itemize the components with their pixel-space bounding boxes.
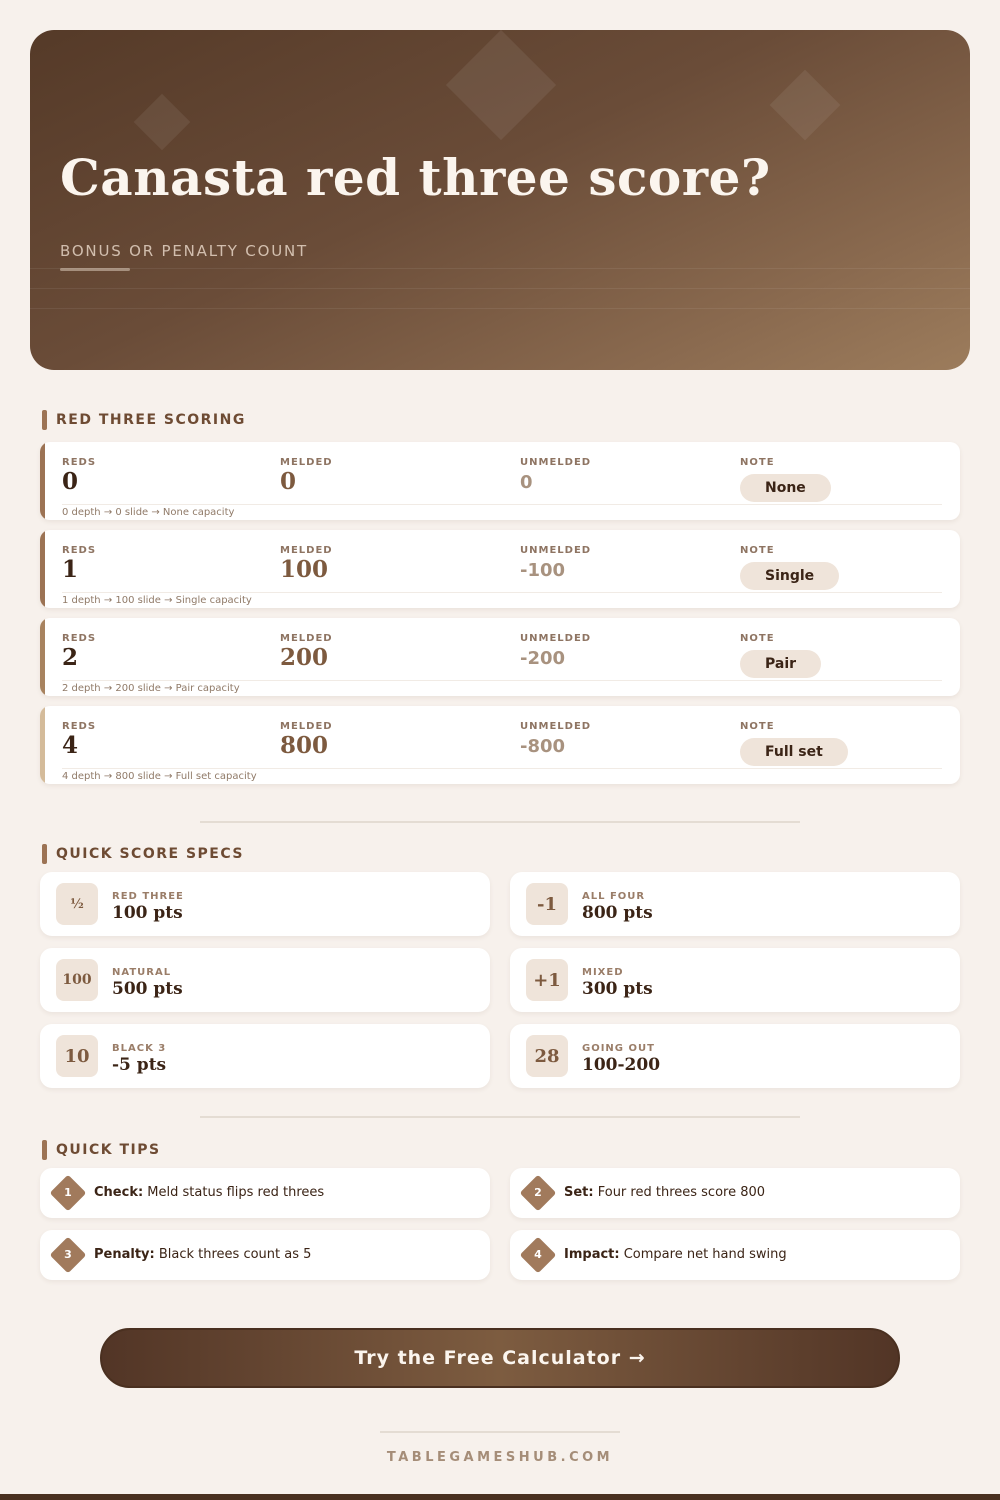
spec-label: ALL FOUR bbox=[582, 891, 646, 902]
note-label: NOTE bbox=[740, 545, 775, 556]
hero-line bbox=[30, 308, 970, 309]
note-pill: None bbox=[740, 474, 831, 502]
melded-value: 100 bbox=[280, 556, 329, 583]
spec-label: NATURAL bbox=[112, 967, 172, 978]
tip-number: 1 bbox=[64, 1186, 72, 1199]
section-header-specs bbox=[42, 844, 244, 864]
spec-value: 100 pts bbox=[112, 903, 183, 923]
note-label: NOTE bbox=[740, 633, 775, 644]
tip-text bbox=[94, 1185, 324, 1200]
footer-divider bbox=[380, 1431, 620, 1433]
footer-site: TABLEGAMESHUB.COM bbox=[386, 1450, 614, 1465]
tip-body: Four red threes score 800 bbox=[593, 1185, 766, 1200]
section-accent-bar bbox=[42, 1140, 47, 1160]
section-accent-bar bbox=[42, 844, 47, 864]
row-footnote: 4 depth → 800 slide → Full set capacity bbox=[62, 771, 257, 782]
unmelded-value: -100 bbox=[520, 560, 566, 581]
note-pill: Pair bbox=[740, 650, 821, 678]
spec-card bbox=[510, 1024, 960, 1088]
spec-value: 300 pts bbox=[582, 979, 653, 999]
tip-card bbox=[40, 1168, 490, 1218]
row-accent bbox=[40, 706, 45, 784]
hero-line bbox=[30, 288, 970, 289]
row-divider bbox=[62, 504, 942, 505]
row-footnote: 1 depth → 100 slide → Single capacity bbox=[62, 595, 252, 606]
spec-value: 500 pts bbox=[112, 979, 183, 999]
row-accent bbox=[40, 442, 45, 520]
section-title: QUICK TIPS bbox=[56, 1142, 161, 1158]
unmelded-label: UNMELDED bbox=[520, 721, 592, 732]
spec-badge: 10 bbox=[56, 1035, 98, 1077]
tip-text bbox=[94, 1247, 311, 1262]
spec-card bbox=[510, 872, 960, 936]
tip-body: Meld status flips red threes bbox=[143, 1185, 325, 1200]
spec-badge: 100 bbox=[56, 959, 98, 1001]
note-label: NOTE bbox=[740, 721, 775, 732]
spec-label: RED THREE bbox=[112, 891, 184, 902]
note-pill: Single bbox=[740, 562, 839, 590]
spec-label: GOING OUT bbox=[582, 1043, 655, 1054]
melded-value: 200 bbox=[280, 644, 329, 671]
spec-badge: 28 bbox=[526, 1035, 568, 1077]
unmelded-label: UNMELDED bbox=[520, 633, 592, 644]
spec-badge: -1 bbox=[526, 883, 568, 925]
reds-label: REDS bbox=[62, 721, 97, 732]
tip-number: 4 bbox=[534, 1248, 542, 1261]
tip-text bbox=[564, 1247, 787, 1262]
diamond-decoration bbox=[446, 30, 556, 140]
melded-value: 0 bbox=[280, 468, 297, 495]
section-title: RED THREE SCORING bbox=[56, 412, 246, 428]
unmelded-label: UNMELDED bbox=[520, 545, 592, 556]
unmelded-value: -200 bbox=[520, 648, 566, 669]
spec-value: 800 pts bbox=[582, 903, 653, 923]
spec-label: MIXED bbox=[582, 967, 624, 978]
section-title: QUICK SCORE SPECS bbox=[56, 846, 244, 862]
row-divider bbox=[62, 592, 942, 593]
bottom-bar bbox=[0, 1494, 1000, 1500]
spec-card bbox=[510, 948, 960, 1012]
row-footnote: 2 depth → 200 slide → Pair capacity bbox=[62, 683, 240, 694]
section-divider bbox=[200, 821, 800, 823]
spec-card bbox=[40, 948, 490, 1012]
tip-number: 3 bbox=[64, 1248, 72, 1261]
scoring-row bbox=[40, 442, 960, 520]
diamond-decoration bbox=[134, 94, 191, 151]
scoring-row bbox=[40, 530, 960, 608]
spec-card bbox=[40, 1024, 490, 1088]
section-divider bbox=[200, 1116, 800, 1118]
tip-body: Black threes count as 5 bbox=[154, 1247, 312, 1262]
melded-label: MELDED bbox=[280, 633, 333, 644]
free-calculator-button[interactable] bbox=[100, 1328, 900, 1388]
unmelded-value: -800 bbox=[520, 736, 566, 757]
note-label: NOTE bbox=[740, 457, 775, 468]
tip-card bbox=[510, 1230, 960, 1280]
row-footnote: 0 depth → 0 slide → None capacity bbox=[62, 507, 235, 518]
tip-body: Compare net hand swing bbox=[619, 1247, 787, 1262]
section-header-scoring bbox=[42, 410, 246, 430]
spec-value: -5 pts bbox=[112, 1055, 167, 1075]
tip-card bbox=[510, 1168, 960, 1218]
unmelded-label: UNMELDED bbox=[520, 457, 592, 468]
hero-banner bbox=[30, 30, 970, 370]
reds-value: 1 bbox=[62, 556, 79, 583]
spec-label: BLACK 3 bbox=[112, 1043, 167, 1054]
spec-badge: +1 bbox=[526, 959, 568, 1001]
scoring-row bbox=[40, 618, 960, 696]
reds-label: REDS bbox=[62, 457, 97, 468]
row-divider bbox=[62, 768, 942, 769]
spec-badge: ½ bbox=[56, 883, 98, 925]
scoring-row bbox=[40, 706, 960, 784]
page-subtitle: BONUS OR PENALTY COUNT bbox=[60, 242, 308, 260]
tip-card bbox=[40, 1230, 490, 1280]
tip-keyword: Impact: bbox=[564, 1247, 620, 1262]
note-pill: Full set bbox=[740, 738, 848, 766]
tip-number: 2 bbox=[534, 1186, 542, 1199]
tip-keyword: Set: bbox=[564, 1185, 594, 1200]
melded-label: MELDED bbox=[280, 457, 333, 468]
reds-label: REDS bbox=[62, 545, 97, 556]
subtitle-underline bbox=[60, 268, 130, 271]
cta-label: Try the Free Calculator → bbox=[354, 1347, 646, 1369]
unmelded-value: 0 bbox=[520, 472, 533, 493]
melded-label: MELDED bbox=[280, 545, 333, 556]
section-accent-bar bbox=[42, 410, 47, 430]
spec-card bbox=[40, 872, 490, 936]
tip-keyword: Penalty: bbox=[94, 1247, 155, 1262]
row-accent bbox=[40, 618, 45, 696]
melded-label: MELDED bbox=[280, 721, 333, 732]
section-header-tips bbox=[42, 1140, 161, 1160]
reds-value: 4 bbox=[62, 732, 79, 759]
tip-text bbox=[564, 1185, 765, 1200]
spec-value: 100-200 bbox=[582, 1055, 661, 1075]
page-title: Canasta red three score? bbox=[60, 148, 771, 207]
reds-label: REDS bbox=[62, 633, 97, 644]
row-divider bbox=[62, 680, 942, 681]
tip-keyword: Check: bbox=[94, 1185, 144, 1200]
row-accent bbox=[40, 530, 45, 608]
reds-value: 2 bbox=[62, 644, 79, 671]
diamond-decoration bbox=[770, 70, 841, 141]
hero-line bbox=[30, 268, 970, 269]
reds-value: 0 bbox=[62, 468, 79, 495]
melded-value: 800 bbox=[280, 732, 329, 759]
